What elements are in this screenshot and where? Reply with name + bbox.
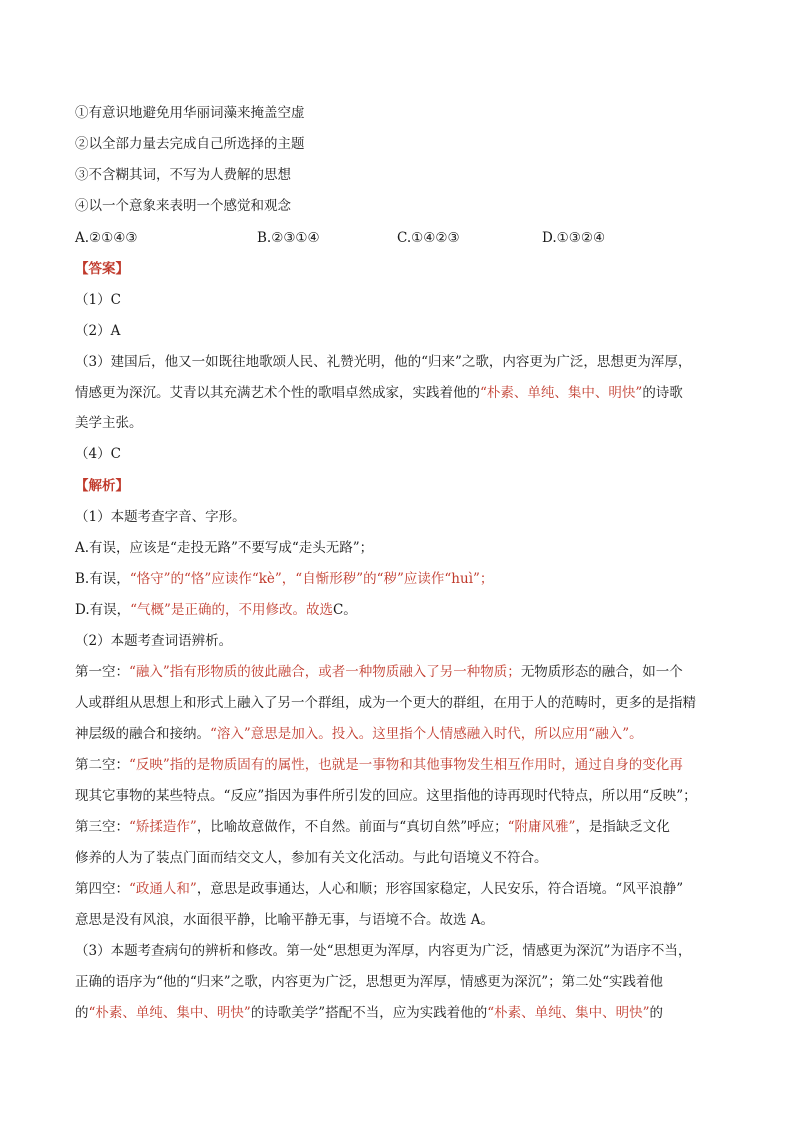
blank-2-line-1 [75, 755, 725, 775]
option-d: D.①③②④ [542, 230, 606, 246]
blank-2-text-2: “反应”指因为事件所引发的回应。这里指他的诗再现时代特点，所以用“反映”； [223, 788, 697, 804]
blank-2-line-2 [75, 786, 725, 806]
analysis-q3-line-1: （3）本题考查病句的辨析和修改。第一处“思想更为浑厚，内容更为广泛，情感更为深沉”为语序不当， [75, 943, 692, 959]
blank-4-line-2: 意思是没有风浪，水面很平静，比喻平静无事，与语境不合。故选 A。 [75, 912, 495, 928]
q3-text: 的 [75, 1005, 89, 1021]
analysis-q3-line-3 [75, 1003, 725, 1023]
q1-d-highlight: “气概”是正确的，不用修改。故选 [130, 602, 333, 618]
blank-3-label: 第三空： [75, 819, 129, 835]
blank-2-text: 现其它事物的某些特点。 [75, 788, 224, 804]
blank-4-label: 第四空： [75, 881, 129, 897]
answer-3-highlight: “朴素、单纯、集中、明快” [480, 385, 643, 401]
blank-3-line-1 [75, 817, 725, 837]
analysis-q3-line-2: 正确的语序为“他的“归来”之歌，内容更为广泛，思想更为浑厚，情感更为深沉”；第二处“实践着他 [75, 974, 664, 990]
blank-4-highlight: “政通人和” [129, 881, 197, 897]
blank-2-label: 第二空： [75, 757, 129, 773]
blank-3-text-2: ，是指缺乏文化 [575, 819, 670, 835]
blank-1-line-3 [75, 724, 725, 744]
q3-text-2: 的诗歌美学”搭配不当，应为实践着他的 [250, 1005, 488, 1021]
option-c: C.①④②③ [397, 230, 460, 246]
option-a: A.②①④③ [75, 230, 138, 246]
q3-text-3: 的 [649, 1005, 664, 1021]
blank-1-line-1 [75, 662, 725, 682]
answer-3-text-end: 的诗歌 [642, 385, 683, 401]
q1-d-end: C。 [332, 602, 357, 618]
analysis-q2: （2）本题考查词语辨析。 [75, 633, 233, 649]
item-2: ②以全部力量去完成自己所选择的主题 [75, 136, 305, 152]
q1-d-label: D.有误， [75, 602, 131, 618]
answer-3-line-3: 美学主张。 [75, 415, 143, 431]
blank-1-highlight-2: “溶入”意思是加入。投入。这里指个人情感融入时代，所以应用“融入”。 [210, 726, 643, 742]
analysis-q1-d [75, 600, 725, 620]
q3-highlight: “朴素、单纯、集中、明快” [88, 1005, 251, 1021]
blank-1-text-2: 神层级的融合和接纳。 [75, 726, 210, 742]
analysis-q1: （1）本题考查字音、字形。 [75, 509, 246, 525]
item-3: ③不含糊其词，不写为人费解的思想 [75, 167, 291, 183]
analysis-q1-b [75, 569, 725, 589]
blank-1-highlight: “融入”指有形物质的彼此融合，或者一种物质融入了另一种物质； [129, 664, 521, 680]
q1-b-label: B.有误， [75, 571, 130, 587]
answer-4: （4）C [75, 446, 121, 462]
analysis-header: 【解析】 [75, 478, 129, 494]
analysis-q1-a: A.有误，应该是“走投无路”不要写成“走头无路”； [75, 540, 374, 556]
item-4: ④以一个意象来表明一个感觉和观念 [75, 198, 291, 214]
answer-3-line-2 [75, 383, 725, 403]
blank-3-highlight: “矫揉造作” [129, 819, 197, 835]
answer-3-text: 情感更为深沉。艾青以其充满艺术个性的歌唱卓然成家，实践着他的 [75, 385, 480, 401]
q1-b-highlight: “恪守”的“恪”应读作“kè”，“自惭形秽”的“秽”应读作“huì”； [129, 571, 494, 587]
blank-1-line-2: 人或群组从思想上和形式上融入了另一个群组，成为一个更大的群组，在用于人的范畴时，更多的是指精 [75, 695, 696, 711]
option-b: B.②③①④ [257, 230, 320, 246]
blank-4-line-1 [75, 879, 725, 899]
blank-3-line-2: 修养的人为了装点门面而结交文人，参加有关文化活动。与此句语境义不符合。 [75, 850, 548, 866]
q3-highlight-2: “朴素、单纯、集中、明快” [487, 1005, 650, 1021]
answer-2: （2）A [75, 323, 121, 339]
answer-1: （1）C [75, 292, 121, 308]
answer-header: 【答案】 [75, 261, 129, 277]
blank-2-highlight: “反映”指的是物质固有的属性，也就是一事物和其他事物发生相互作用时，通过自身的变化再 [129, 757, 683, 773]
blank-1-label: 第一空： [75, 664, 129, 680]
item-1: ①有意识地避免用华丽词藻来掩盖空虚 [75, 105, 305, 121]
blank-4-text: ，意思是政事通达，人心和顺；形容国家稳定，人民安乐，符合语境。“风平浪静” [196, 881, 684, 897]
blank-1-text: 无物质形态的融合，如一个 [520, 664, 683, 680]
answer-3-line-1: （3）建国后，他又一如既往地歌颂人民、礼赞光明，他的“归来”之歌，内容更为广泛，思想更为浑厚， [75, 354, 692, 370]
blank-3-highlight-2: “附庸风雅” [507, 819, 576, 835]
blank-3-text: ，比喻故意做作，不自然。前面与“真切自然”呼应； [196, 819, 508, 835]
